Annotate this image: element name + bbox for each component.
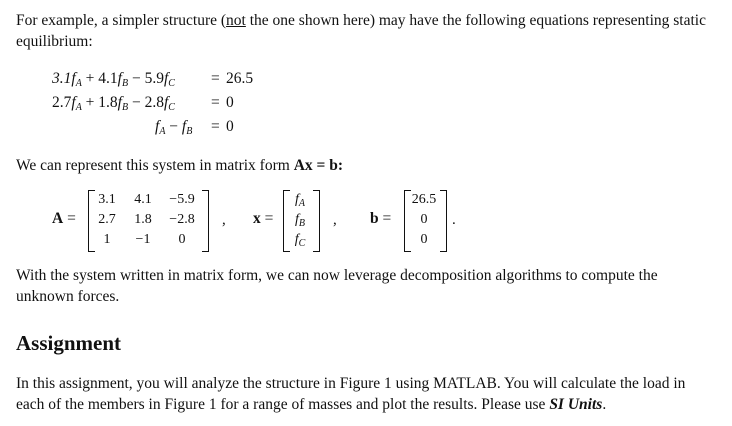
matrix-equation: Ax = b: [293, 157, 344, 174]
si-units-text: SI Units [549, 396, 603, 413]
equation-1-lhs: $3.1f_A + 4.1f_B - 5.9f_C$ [52, 70, 175, 89]
vector-b-label: b = [370, 210, 392, 227]
matrix-intro-text: We can represent this system in matrix form [16, 157, 294, 174]
intro-paragraph [16, 10, 716, 52]
assignment-heading: Assignment [16, 331, 122, 355]
intro-text-1: For example, a simpler structure ( [16, 12, 227, 29]
vector-x-entry: $f_A$ [295, 192, 305, 209]
vector-b-entry: 0 [420, 232, 428, 247]
intro-underlined: not [226, 12, 246, 29]
matrix-a-cell: 2.7 [98, 212, 116, 227]
equation-2-lhs: $2.7f_A + 1.8f_B - 2.8f_C$ [52, 94, 175, 113]
vector-x-right-bracket [313, 190, 320, 252]
assignment-paragraph [16, 373, 716, 415]
vector-b-entry: 0 [420, 212, 428, 227]
equation-3-rhs: 0 [226, 118, 234, 135]
vector-x-entry: $f_C$ [294, 232, 306, 249]
equation-2-rhs: 0 [226, 94, 234, 111]
matrix-a-cell: −5.9 [169, 192, 195, 207]
matrix-a-label: A = [52, 210, 76, 227]
intro-text-2: the one shown here) may have the following equations representing static equilibrium: [16, 12, 706, 50]
vector-b-right-bracket [440, 190, 447, 252]
matrix-a-cell: 1.8 [134, 212, 152, 227]
decomposition-paragraph: With the system written in matrix form, we can now leverage decomposition algorithms to compute the unknown forces. [16, 267, 658, 305]
matrix-a-cell: −1 [135, 232, 151, 247]
vector-b-entry: 26.5 [411, 192, 437, 207]
vector-x-label: x = [253, 210, 274, 227]
matrix-a-cell: 0 [178, 232, 186, 247]
vector-x-entry: $f_B$ [295, 212, 305, 229]
matrix-a-cell: 3.1 [98, 192, 116, 207]
assignment-text-2: . [602, 396, 607, 413]
matrix-a-cell: 1 [103, 232, 111, 247]
vector-x: x = $f_A$ $f_B$ $f_C$ , [253, 190, 353, 250]
vector-b: b = 26.5 0 0 . [370, 190, 470, 250]
equation-3-lhs: $f_A - f_B$ [155, 118, 193, 137]
matrix-a-cell: −2.8 [169, 212, 195, 227]
matrix-a-right-bracket [202, 190, 209, 252]
equation-1-rhs: 26.5 [226, 70, 254, 87]
assignment-text-1: In this assignment, you will analyze the structure in Figure 1 using MATLAB. You will calculate the load in each of the members in Figure 1 for a range of masses and plot the results. Please use [16, 375, 686, 413]
matrix-intro [16, 155, 716, 176]
matrix-a: A = 3.1 4.1 −5.9 2.7 1.8 −2.8 1 −1 0 , [52, 190, 232, 250]
matrix-a-cell: 4.1 [134, 192, 152, 207]
